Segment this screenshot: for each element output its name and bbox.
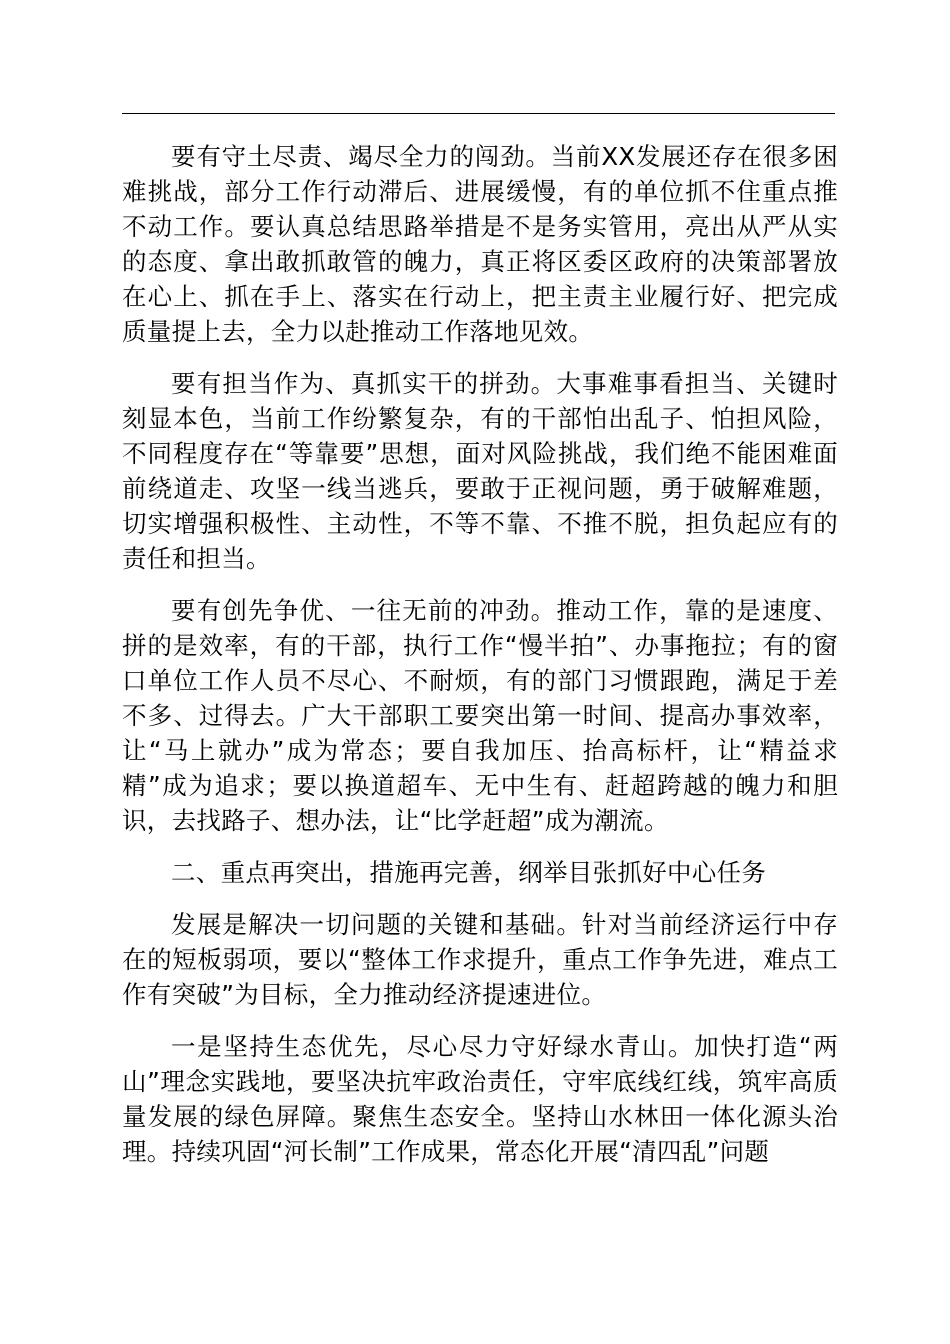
- paragraph-3: 要有创先争优、一往无前的冲劲。推动工作，靠的是速度、拼的是效率，有的干部，执行工作“慢半拍”、办事拖拉；有的窗口单位工作人员不尽心、不耐烦，有的部门习惯跟跑，满足于差不多、过得去。广大干部职工要突出第一时间、提高办事效率，让“马上就办”成为常态；要自我加压、抬高标杆，让“精益求精”成为追求；要以换道超车、无中生有、赶超跨越的魄力和胆识，去找路子、想办法，让“比学赶超”成为潮流。: [122, 596, 838, 835]
- paragraph-5: 一是坚持生态优先，尽心尽力守好绿水青山。加快打造“两山”理念实践地，要坚决抗牢政治责任，守牢底线红线，筑牢高质量发展的绿色屏障。聚焦生态安全。坚持山水林田一体化源头治理。持续巩固“河长制”工作成果，常态化开展“清四乱”问题: [122, 1032, 838, 1166]
- paragraph-1: 要有守土尽责、竭尽全力的闯劲。当前XX发展还存在很多困难挑战，部分工作行动滞后、进展缓慢，有的单位抓不住重点推不动工作。要认真总结思路举措是不是务实管用，亮出从严从实的态度、拿出敢抓敢管的魄力，真正将区委区政府的决策部署放在心上、抓在手上、落实在行动上，把主责主业履行好、把完成质量提上去，全力以赴推动工作落地见效。: [122, 142, 838, 346]
- section-heading: 二、重点再突出，措施再完善，纲举目张抓好中心任务: [171, 858, 767, 887]
- paragraph-2: 要有担当作为、真抓实干的拼劲。大事难事看担当、关键时刻显本色，当前工作纷繁复杂，有的干部怕出乱子、怕担风险，不同程度存在“等靠要”思想，面对风险挑战，我们绝不能困难面前绕道走、攻坚一线当逃兵，要敢于正视问题，勇于破解难题，切实增强积极性、主动性，不等不靠、不推不脱，担负起应有的责任和担当。: [122, 369, 838, 573]
- document-body: [122, 139, 838, 1186]
- header-rule: [122, 113, 835, 114]
- paragraph-4: 发展是解决一切问题的关键和基础。针对当前经济运行中存在的短板弱项，要以“整体工作求提升，重点工作争先进，难点工作有突破”为目标，全力推动经济提速进位。: [122, 910, 838, 1009]
